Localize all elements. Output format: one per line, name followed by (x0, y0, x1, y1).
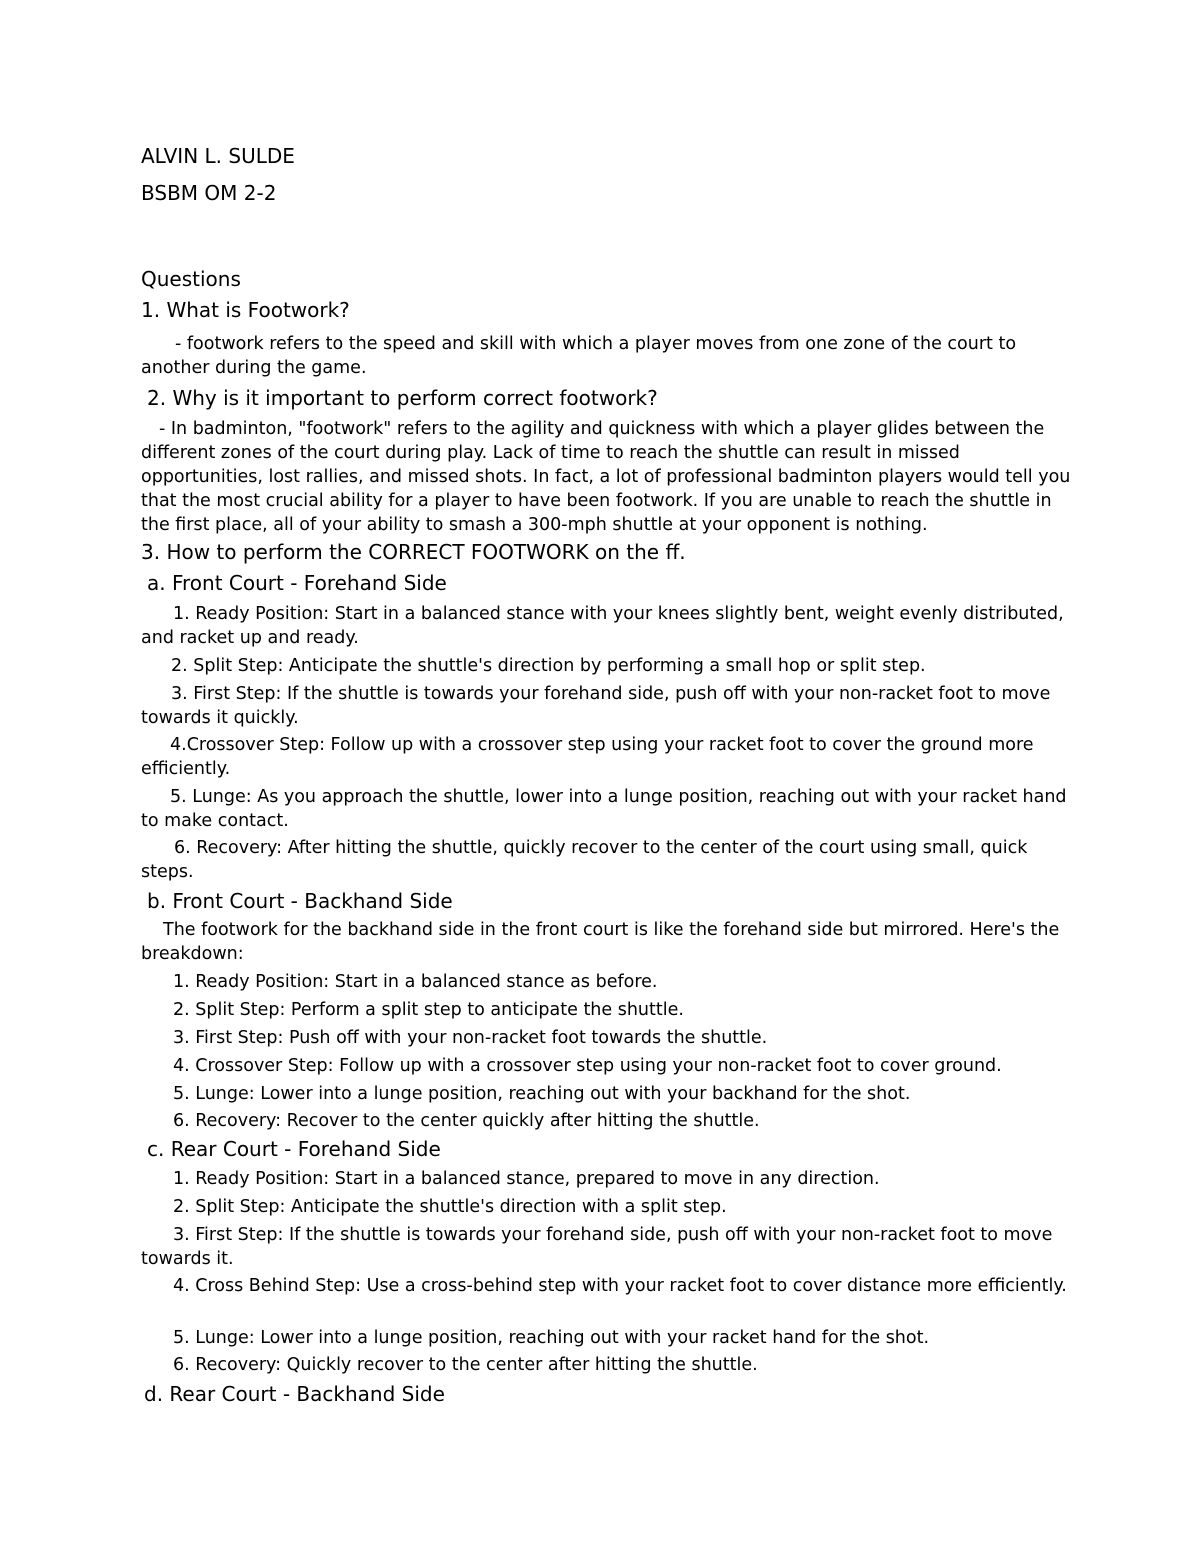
section-c-step: 4. Cross Behind Step: Use a cross-behind step with your racket foot to cover distance more efficiently. (173, 1276, 1067, 1296)
section-b-step: 1. Ready Position: Start in a balanced stance as before. (173, 972, 658, 992)
question-2: 2. Why is it important to perform correct footwork? (147, 386, 658, 410)
section-c-title: c. Rear Court - Forehand Side (147, 1137, 441, 1161)
section-c-step: 6. Recovery: Quickly recover to the center after hitting the shuttle. (173, 1355, 758, 1375)
section-b-step: 3. First Step: Push off with your non-racket foot towards the shuttle. (173, 1028, 768, 1048)
section-b-intro: The footwork for the backhand side in the front court is like the forehand side but mirrored. Here's the breakdown: (141, 920, 1060, 964)
student-section: BSBM OM 2-2 (141, 181, 277, 205)
section-c-step: 1. Ready Position: Start in a balanced stance, prepared to move in any direction. (173, 1169, 880, 1189)
section-c-step: 2. Split Step: Anticipate the shuttle's direction with a split step. (173, 1197, 727, 1217)
student-name: ALVIN L. SULDE (141, 144, 295, 168)
section-b-step: 5. Lunge: Lower into a lunge position, reaching out with your backhand for the shot. (173, 1084, 911, 1104)
section-a-title: a. Front Court - Forehand Side (147, 571, 447, 595)
section-b-step: 6. Recovery: Recover to the center quickly after hitting the shuttle. (173, 1111, 760, 1131)
section-a-step: 3. First Step: If the shuttle is towards your forehand side, push off with your non-racket foot to move towards it quickly. (141, 684, 1051, 728)
answer-1: - footwork refers to the speed and skill with which a player moves from one zone of the court to another during the game. (141, 334, 1017, 378)
section-c-step: 3. First Step: If the shuttle is towards your forehand side, push off with your non-racket foot to move towards it. (141, 1225, 1053, 1269)
section-a-step: 2. Split Step: Anticipate the shuttle's direction by performing a small hop or split step. (171, 656, 926, 676)
section-b-title: b. Front Court - Backhand Side (147, 889, 453, 913)
section-c-step: 5. Lunge: Lower into a lunge position, reaching out with your racket hand for the shot. (173, 1328, 930, 1348)
section-b-step: 4. Crossover Step: Follow up with a crossover step using your non-racket foot to cover ground. (173, 1056, 1002, 1076)
section-a-step: 5. Lunge: As you approach the shuttle, lower into a lunge position, reaching out with your racket hand to make contact. (141, 787, 1067, 831)
question-1: 1. What is Footwork? (141, 298, 350, 322)
section-d-title: d. Rear Court - Backhand Side (144, 1382, 445, 1406)
section-a-step: 6. Recovery: After hitting the shuttle, quickly recover to the center of the court using small, quick steps. (141, 838, 1028, 882)
answer-2: - In badminton, "footwork" refers to the agility and quickness with which a player glides between the different zones of the court during play. Lack of time to reach the shuttle can result in missed opportunities, lost rallies, and missed shots. In fact, a lot of professional badminton players would tell you that the most crucial ability for a player to have been footwork. If you are unable to reach the shuttle in the first place, all of your ability to smash a 300-mph shuttle at your opponent is nothing. (141, 419, 1071, 535)
section-b-step: 2. Split Step: Perform a split step to anticipate the shuttle. (173, 1000, 684, 1020)
section-a-step: 1. Ready Position: Start in a balanced stance with your knees slightly bent, weight evenly distributed, and racket up and ready. (141, 604, 1064, 648)
question-3: 3. How to perform the CORRECT FOOTWORK on the ff. (141, 540, 686, 564)
section-a-step: 4.Crossover Step: Follow up with a crossover step using your racket foot to cover the ground more efficiently. (141, 735, 1034, 779)
questions-heading: Questions (141, 267, 241, 291)
